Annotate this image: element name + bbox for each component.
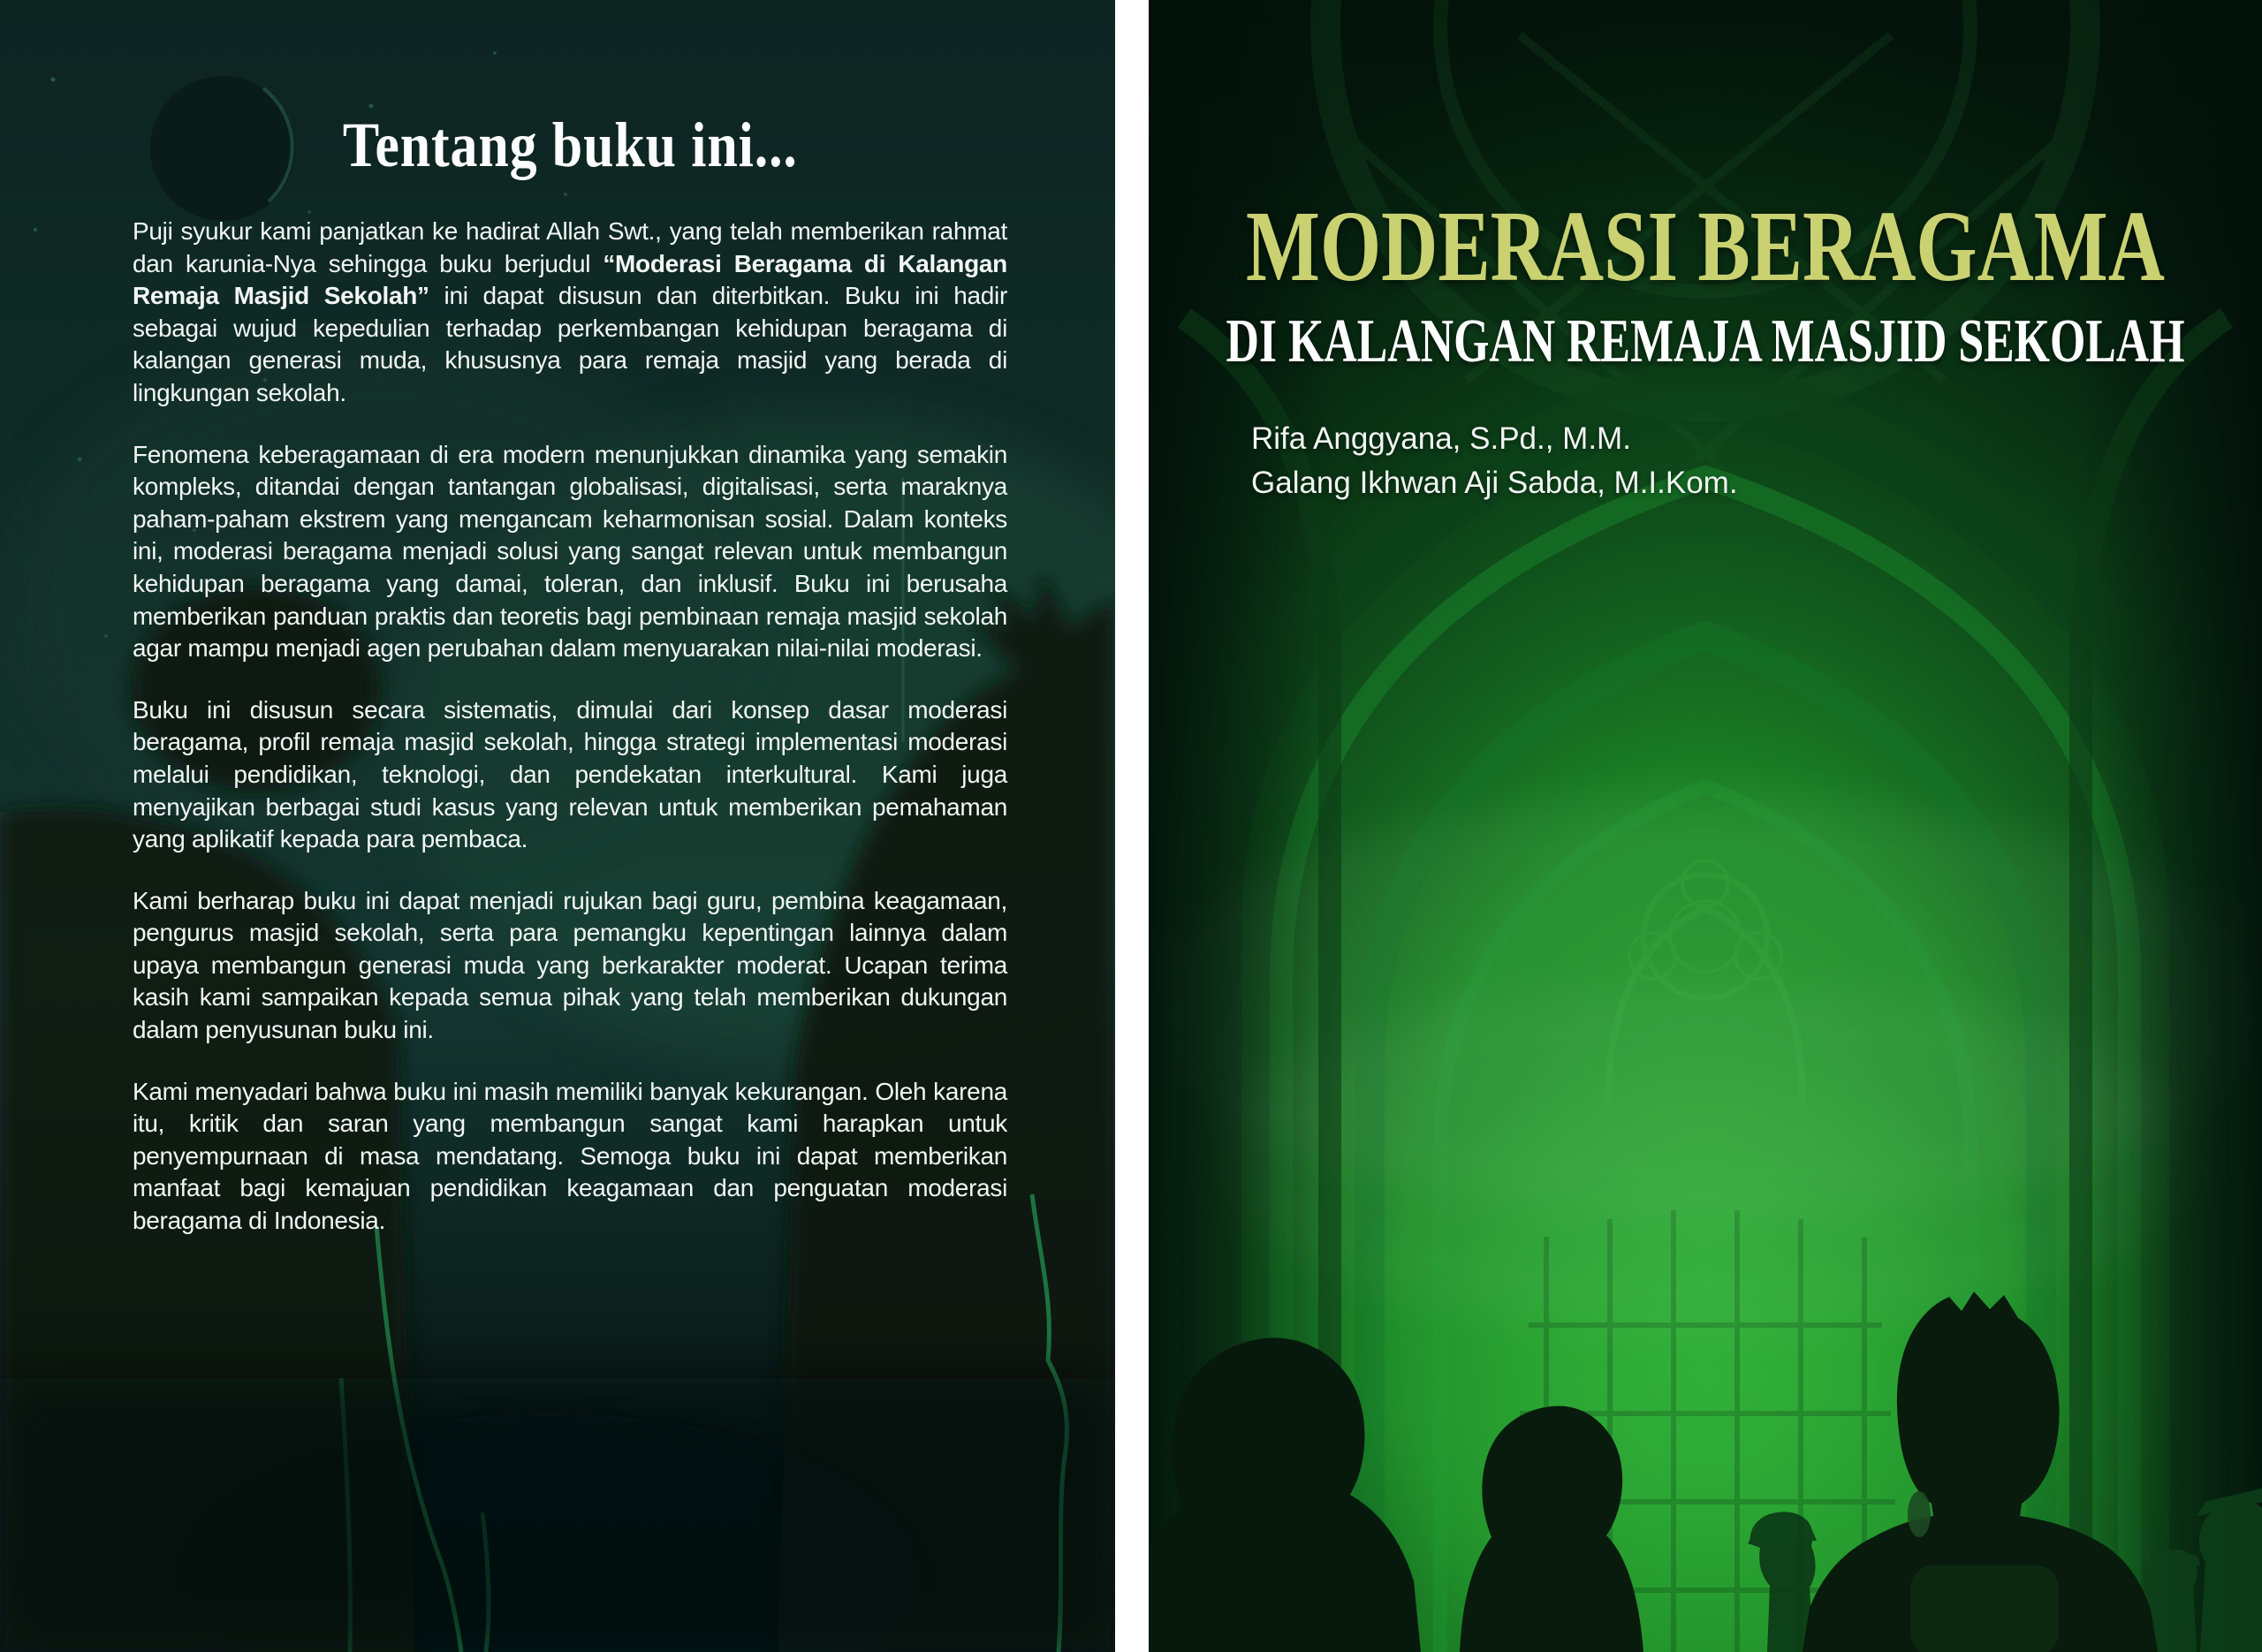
about-title	[133, 110, 1007, 180]
about-paragraph-2: Fenomena keberagamaan di era modern menunjukkan dinamika yang semakin kompleks, ditandai dengan tantangan globalisasi, digitalisasi, serta maraknya paham-paham ekstrem yang mengancam keharmonisan sosial. Dalam konteks ini, moderasi beragama menjadi solusi yang sangat relevan untuk membangun kehidupan beragama yang damai, toleran, dan inklusif. Buku ini berusaha memberikan panduan praktis dan teoretis bagi pembinaan remaja masjid sekolah agar mampu menjadi agen perubahan dalam menyuarakan nilai-nilai moderasi.	[133, 440, 1007, 663]
front-cover-text-block	[1149, 0, 2262, 1652]
author-name-1: Rifa Anggyana, S.Pd., M.M.	[1251, 421, 1631, 456]
about-paragraph-3: Buku ini disusun secara sistematis, dimulai dari konsep dasar moderasi beragama, profil remaja masjid sekolah, hingga strategi implementasi moderasi melalui pendidikan, teknologi, dan pendekatan interkultural. Kami juga menyajikan berbagai studi kasus yang relevan untuk memberikan pemahaman yang aplikatif kepada para pembaca.	[133, 695, 1007, 853]
left-bottom-vignette	[0, 1378, 1115, 1652]
book-authors	[1251, 417, 1738, 505]
page-divider	[1115, 0, 1149, 1652]
paragraph-1-post: ini dapat disusun dan diterbitkan. Buku ini hadir sebagai wujud kepedulian terhadap perkembangan kehidupan beragama di kalangan generasi muda, khususnya para remaja masjid yang berada di lingkungan sekolah.	[133, 282, 1007, 406]
paragraph-1-bold-book-title: “Moderasi Beragama di Kalangan Remaja Masjid Sekolah”	[133, 249, 1007, 310]
back-cover-text-block	[133, 110, 1007, 1267]
about-title-text: Tentang buku ini...	[342, 110, 798, 180]
about-paragraph-1	[133, 216, 1007, 410]
book-title: MODERASI BERAGAMA	[1246, 190, 2165, 302]
about-paragraph-5: Kami menyadari bahwa buku ini masih memiliki banyak kekurangan. Oleh karena itu, kritik dan saran yang membangun sangat kami harapkan untuk penyempurnaan di masa mendatang. Semoga buku ini dapat memberikan manfaat bagi kemajuan pendidikan keagamaan dan penguatan moderasi beragama di Indonesia.	[133, 1077, 1007, 1235]
author-name-2: Galang Ikhwan Aji Sabda, M.I.Kom.	[1251, 466, 1738, 500]
paragraph-1-pre: Puji syukur kami panjatkan ke hadirat Allah Swt., yang telah memberikan rahmat dan karunia-Nya sehingga buku berjudul	[133, 217, 1007, 277]
about-paragraph-4: Kami berharap buku ini dapat menjadi rujukan bagi guru, pembina keagamaan, pengurus masjid sekolah, serta para pemangku kepentingan lainnya dalam upaya membangun generasi muda yang berkarakter moderat. Ucapan terima kasih kami sampaikan kepada semua pihak yang telah memberikan dukungan dalam penyusunan buku ini.	[133, 886, 1007, 1044]
book-subtitle: DI KALANGAN REMAJA MASJID SEKOLAH	[1226, 307, 2185, 375]
front-cover-page	[1149, 0, 2262, 1652]
back-cover-page	[0, 0, 1115, 1652]
